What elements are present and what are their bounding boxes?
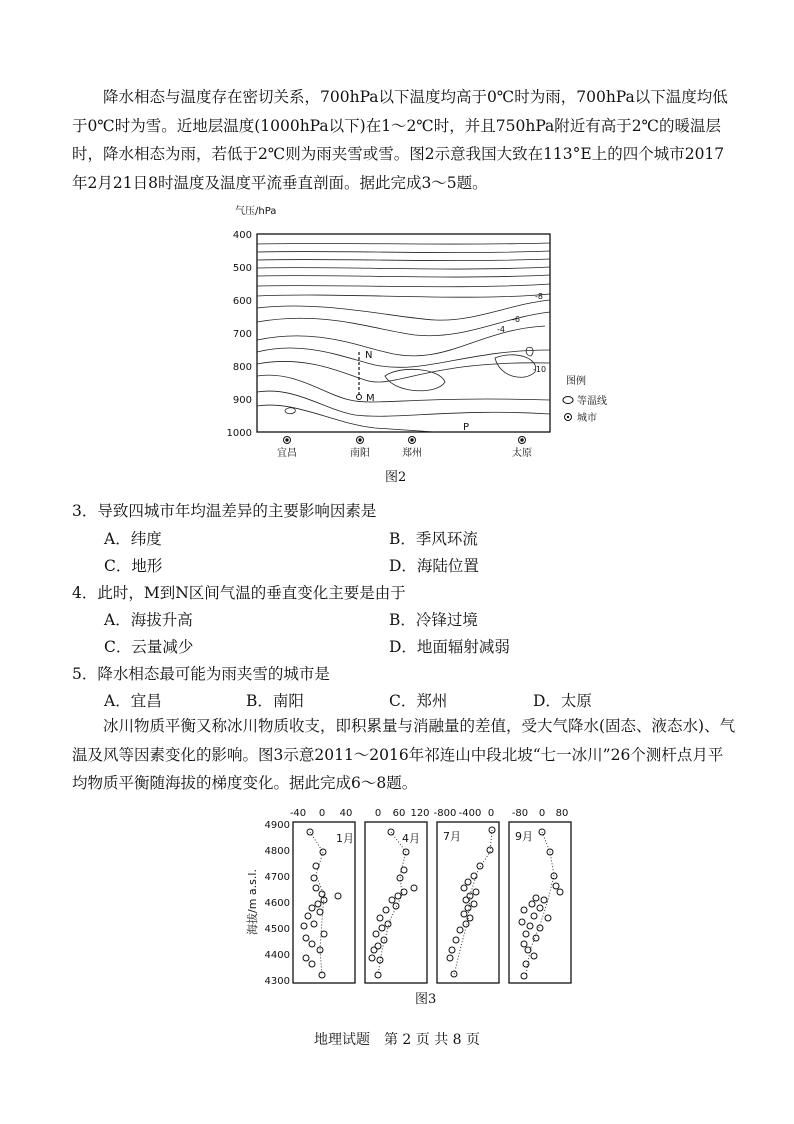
question-3-option-c[interactable]: C．地形 xyxy=(104,557,163,575)
figure-2-temperature-profile xyxy=(225,200,625,462)
question-5-option-d[interactable]: D．太原 xyxy=(533,692,592,710)
fig2-contour-label: -6 xyxy=(512,315,520,324)
fig3-month-label: 4月 xyxy=(402,832,420,845)
fig2-city-label: 南阳 xyxy=(350,448,370,459)
question-5-option-c[interactable]: C．郑州 xyxy=(389,692,448,710)
isotherm-legend-icon xyxy=(563,397,573,404)
question-3-stem: 3．导致四城市年均温差异的主要影响因素是 xyxy=(72,502,377,520)
fig2-city-label: 郑州 xyxy=(402,448,422,459)
fig3-ytick: 4600 xyxy=(264,898,290,909)
page-footer: 地理试题 第 2 页 共 8 页 xyxy=(313,1032,481,1048)
fig2-legend-item: 等温线 xyxy=(577,396,607,407)
fig2-isotherms xyxy=(257,243,550,432)
fig3-xtick: -400 xyxy=(458,808,482,819)
fig2-city-label: 宜昌 xyxy=(277,448,297,459)
question-3-option-b[interactable]: B．季风环流 xyxy=(389,530,478,548)
fig2-ytick: 400 xyxy=(232,230,252,241)
fig2-ytick: 700 xyxy=(232,329,252,340)
question-3-option-d[interactable]: D．海陆位置 xyxy=(389,557,479,575)
fig2-legend-title: 图例 xyxy=(566,376,586,387)
fig3-ytick: 4400 xyxy=(264,950,290,961)
fig2-ytick: 1000 xyxy=(226,428,252,439)
intro-paragraph-2 xyxy=(72,712,738,798)
figure-3-mass-balance xyxy=(238,800,588,990)
fig2-legend xyxy=(563,374,607,424)
fig2-point-p-label: P xyxy=(463,422,470,433)
fig2-point-n-label: N xyxy=(365,350,373,361)
fig3-panel-sep xyxy=(509,808,571,983)
question-4-option-c[interactable]: C．云量减少 xyxy=(104,638,194,656)
question-4-option-d[interactable]: D．地面辐射减弱 xyxy=(389,638,510,656)
intro-1-text: 降水相态与温度存在密切关系，700hPa以下温度均高于0℃时为雨，700hPa以下温度均低于0℃时为雪。近地层温度(1000hPa以下)在1～2℃时，并且750hPa附近有高于2℃的暖温层时，降水相态为雨，若低于2℃则为雨夹雪或雪。图2示意我国大致在113°E上的四个城市2017年2月21日8时温度及温度平流垂直剖面。据此完成3～5题。 xyxy=(72,88,728,192)
fig3-xtick: 0 xyxy=(374,808,382,819)
fig2-contour-label: -8 xyxy=(535,292,543,301)
fig3-ytick: 4500 xyxy=(264,924,290,935)
fig2-city-label: 太原 xyxy=(512,448,532,459)
fig3-xtick: 60 xyxy=(392,808,406,819)
fig2-point-m-label: M xyxy=(366,393,375,404)
fig3-xtick: 80 xyxy=(555,808,569,819)
fig3-xtick: -40 xyxy=(289,808,307,819)
fig2-ytick: 500 xyxy=(232,263,252,274)
fig3-xtick: 0 xyxy=(318,808,326,819)
question-4-option-a[interactable]: A．海拔升高 xyxy=(104,611,193,629)
fig3-month-label: 9月 xyxy=(515,830,533,843)
fig3-xtick: 0 xyxy=(487,808,495,819)
fig3-xtick: -80 xyxy=(511,808,529,819)
fig3-xtick: 40 xyxy=(339,808,353,819)
fig3-ytick: 4300 xyxy=(264,976,290,987)
question-5-stem: 5．降水相态最可能为雨夹雪的城市是 xyxy=(72,665,330,683)
fig2-city-markers xyxy=(284,437,526,444)
fig2-legend-item: 城市 xyxy=(577,413,597,424)
fig3-panel-jan xyxy=(290,808,355,983)
fig3-panel-apr xyxy=(365,808,430,983)
fig3-ylabel: 海拔/m a.s.l. xyxy=(246,869,259,935)
fig3-xtick: 120 xyxy=(410,808,430,819)
fig3-month-label: 1月 xyxy=(336,832,354,845)
fig2-contour-label: -4 xyxy=(497,325,505,334)
fig3-xtick: -800 xyxy=(433,808,457,819)
question-5-option-a[interactable]: A．宜昌 xyxy=(104,692,162,710)
fig3-caption: 图3 xyxy=(415,992,437,1007)
fig3-month-label: 7月 xyxy=(443,830,461,843)
question-4-option-b[interactable]: B．冷锋过境 xyxy=(389,611,478,629)
intro-2-text: 冰川物质平衡又称冰川物质收支，即积累量与消融量的差值，受大气降水(固态、液态水)、气温及风等因素变化的影响。图3示意2011～2016年祁连山中段北坡“七一冰川”26个测杆点月平均物质平衡随海拔的梯度变化。据此完成6～8题。 xyxy=(72,717,736,792)
fig2-ylabel: 气压/hPa xyxy=(235,206,277,217)
question-4-stem: 4．此时，M到N区间气温的垂直变化主要是由于 xyxy=(72,584,406,602)
fig2-ytick: 800 xyxy=(232,362,252,373)
question-3-option-a[interactable]: A．纬度 xyxy=(104,530,162,548)
fig3-ytick: 4800 xyxy=(264,846,290,857)
fig2-caption: 图2 xyxy=(385,470,407,485)
fig2-ytick: 900 xyxy=(232,395,252,406)
question-5-option-b[interactable]: B．南阳 xyxy=(246,692,304,710)
fig3-xtick: 0 xyxy=(538,808,546,819)
fig2-point-m-marker xyxy=(357,395,362,400)
fig2-ytick: 600 xyxy=(232,296,252,307)
intro-paragraph-1 xyxy=(72,83,738,197)
fig3-panel-jul xyxy=(434,808,499,983)
fig3-ytick: 4900 xyxy=(264,820,290,831)
fig3-ytick: 4700 xyxy=(264,872,290,883)
fig2-contour-label: -10 xyxy=(533,365,547,374)
